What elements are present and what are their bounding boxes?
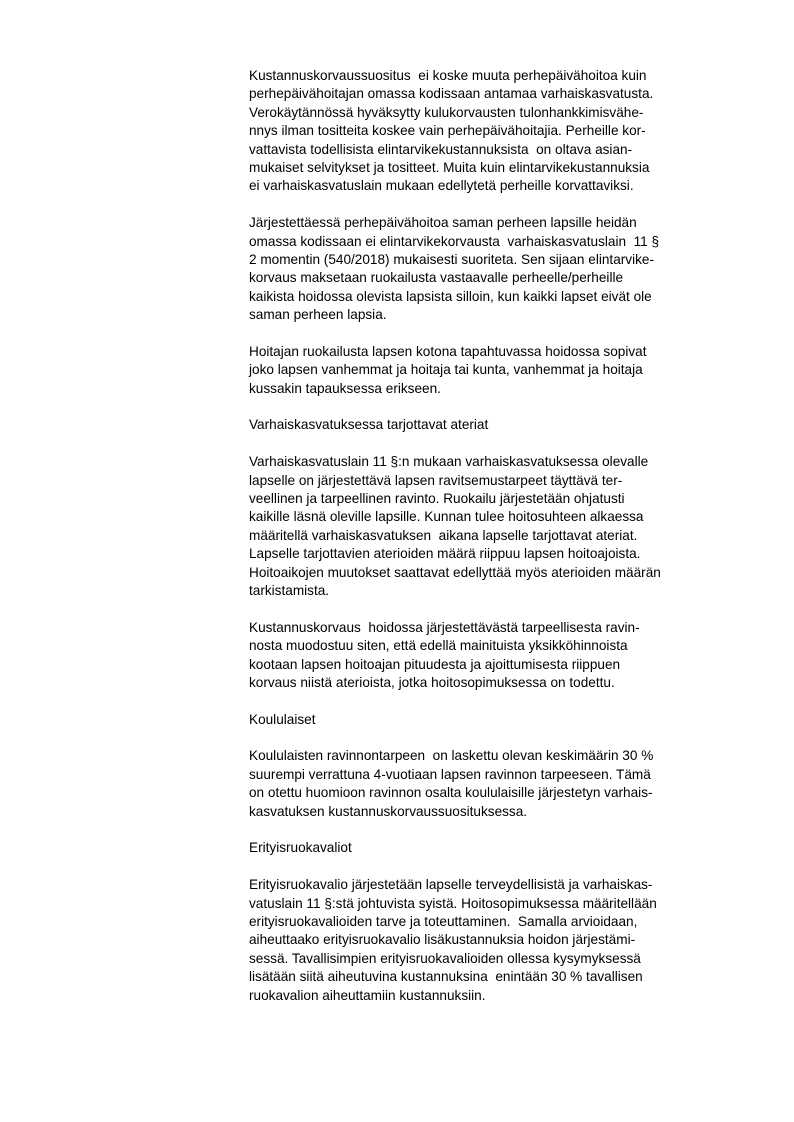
text-line: mukaiset selvitykset ja tositteet. Muita kuin elintarvikekustannuksia [249,159,650,175]
text-line: ei varhaiskasvatuslain mukaan edellytetä perheille korvattaviksi. [249,178,634,194]
text-line: kasvatuksen kustannuskorvaussuosituksessa. [249,803,528,819]
paragraph-cost-compensation [249,619,739,693]
paragraph-special-diets [249,876,739,1005]
text-line: Kustannuskorvaussuositus ei koske muuta perhepäivähoitoa kuin [249,68,647,83]
text-line: nnys ilman tositteita koskee vain perhepäivähoitajia. Perheille kor- [249,123,646,139]
text-line: on otettu huomioon ravinnon osalta koululaisille järjestetyn varhais- [249,785,653,801]
text-line: Hoitajan ruokailusta lapsen kotona tapahtuvassa hoidossa sopivat [249,343,647,359]
paragraph-meals-law [249,453,739,600]
text-line: tarkistamista. [249,582,330,598]
text-line: Koululaisten ravinnontarpeen on laskettu olevan keskimäärin 30 % [249,748,654,764]
text-line: joko lapsen vanhemmat ja hoitaja tai kunta, vanhemmat ja hoitaja [249,362,643,378]
heading-text: Koululaiset [249,711,316,727]
text-line: Järjestettäessä perhepäivähoitoa saman perheen lapsille heidän [249,215,637,231]
paragraph-caregiver-meals [249,343,739,398]
text-line: vattavista todellisista elintarvikekustannuksista on oltava asian- [249,141,633,157]
text-line: korvaus niistä aterioista, jotka hoitosopimuksessa on todettu. [249,674,615,690]
paragraph-family-daycare-scope [249,67,739,196]
text-line: Kustannuskorvaus hoidossa järjestettävästä tarpeellisesta ravin- [249,619,640,635]
text-line: lisätään siitä aiheutuvina kustannuksina enintään 30 % tavallisen [249,969,643,985]
section-heading-meals [249,416,739,434]
text-line: korvaus maksetaan ruokailusta vastaavalle perheelle/perheille [249,270,624,286]
text-line: 2 momentin (540/2018) mukaisesti suoriteta. Sen sijaan elintarvike- [249,251,654,267]
text-line: erityisruokavalioiden tarve ja toteuttaminen. Samalla arvioidaan, [249,913,638,929]
text-line: Erityisruokavalio järjestetään lapselle terveydellisistä ja varhaiskas- [249,877,653,893]
text-line: Varhaiskasvatuslain 11 §:n mukaan varhaiskasvatuksessa olevalle [249,454,649,470]
text-line: Lapselle tarjottavien aterioiden määrä riippuu lapsen hoitoajoista. [249,546,641,562]
text-line: kaikista hoidossa olevista lapsista silloin, kun kaikki lapset eivät ole [249,288,652,304]
text-line: lapselle on järjestettävä lapsen ravitsemustarpeet täyttävä ter- [249,472,623,488]
text-line: ruokavalion aiheuttamiin kustannuksiin. [249,987,486,1003]
paragraph-schoolchildren [249,747,739,821]
text-line: kaikille läsnä oleville lapsille. Kunnan tulee hoitosuhteen alkaessa [249,509,644,525]
text-line: saman perheen lapsia. [249,307,387,323]
section-heading-special-diets [249,839,739,857]
text-line: vatuslain 11 §:stä johtuvista syistä. Hoitosopimuksessa määritellään [249,895,657,911]
section-heading-schoolchildren [249,711,739,729]
text-line: suurempi verrattuna 4-vuotiaan lapsen ravinnon tarpeeseen. Tämä [249,766,651,782]
text-line: kootaan lapsen hoitoajan pituudesta ja ajoittumisesta riippuen [249,656,621,672]
text-line: kussakin tapauksessa erikseen. [249,380,441,396]
text-line: Verokäytännössä hyväksytty kulukorvausten tulonhankkimisvähe- [249,104,644,120]
text-line: nosta muodostuu siten, että edellä mainituista yksikköhinnoista [249,638,628,654]
paragraph-same-family-care [249,214,739,324]
heading-text: Erityisruokavaliot [249,840,352,856]
text-line: Hoitoaikojen muutokset saattavat edellyttää myös aterioiden määrän [249,564,661,580]
text-line: veellinen ja tarpeellinen ravinto. Ruokailu järjestetään ohjatusti [249,490,625,506]
text-line: määritellä varhaiskasvatuksen aikana lapselle tarjottavat ateriat. [249,527,638,543]
text-line: sessä. Tavallisimpien erityisruokavalioiden ollessa kysymyksessä [249,950,641,966]
document-page [249,67,739,1023]
heading-text: Varhaiskasvatuksessa tarjottavat ateriat [249,417,489,433]
text-line: omassa kodissaan ei elintarvikekorvausta varhaiskasvatuslain 11 § [249,233,660,249]
text-line: perhepäivähoitajan omassa kodissaan antamaa varhaiskasvatusta. [249,86,654,102]
text-line: aiheuttaako erityisruokavalio lisäkustannuksia hoidon järjestämi- [249,932,636,948]
